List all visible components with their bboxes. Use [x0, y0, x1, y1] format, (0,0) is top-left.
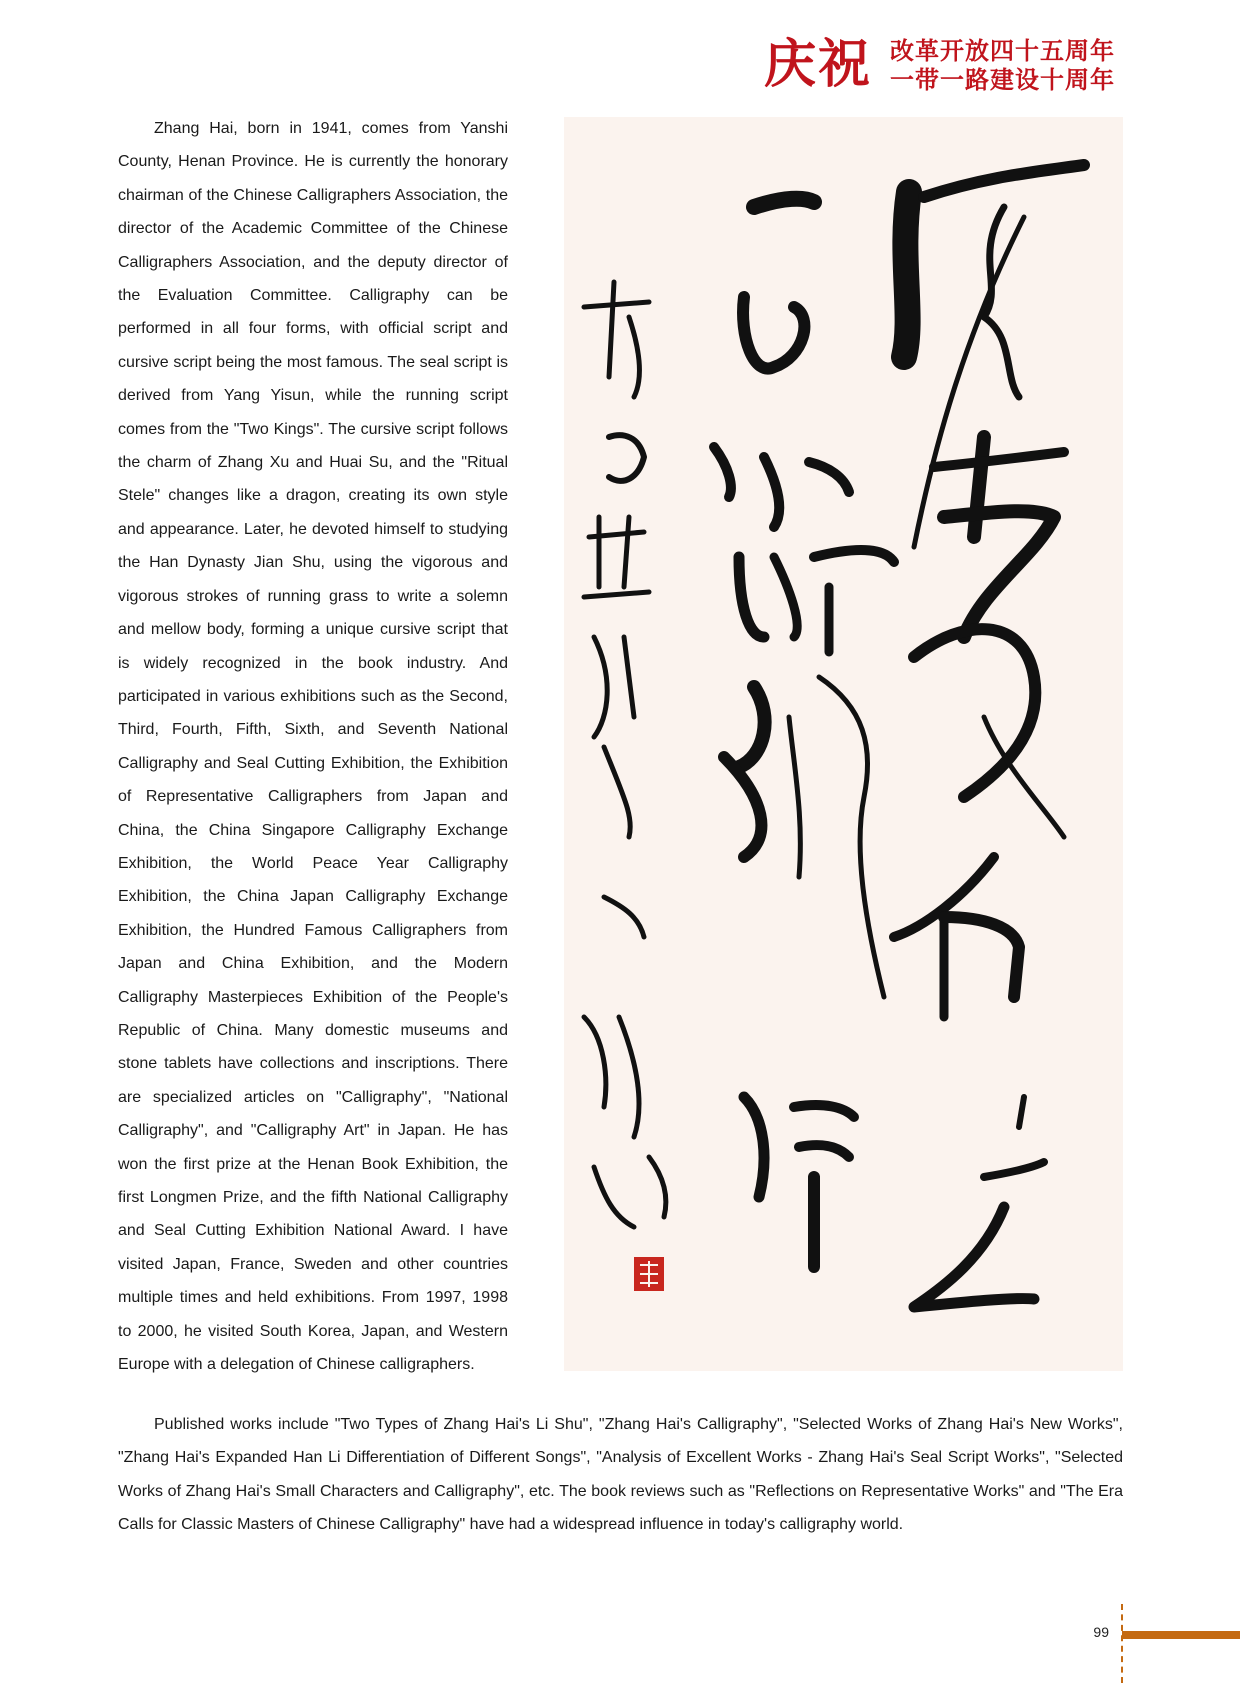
footer-accent-bar [1122, 1631, 1240, 1639]
header-title: 庆祝 [763, 34, 872, 95]
header-subtitle [890, 36, 1115, 94]
biography-paragraph: Zhang Hai, born in 1941, comes from Yanshi County, Henan Province. He is currently the honorary chairman of the Chinese Calligraphers Association, the director of the Academic Committee of the Chinese Calligraphers Association, and the deputy director of the Evaluation Committee. Calligraphy can be performed in all four forms, with official script and cursive script being the most famous. The seal script is derived from Yang Yisun, while the running script comes from the "Two Kings". The cursive script follows the charm of Zhang Xu and Huai Su, and the "Ritual Stele" changes like a dragon, creating its own style and appearance. Later, he devoted himself to studying the Han Dynasty Jian Shu, using the vigorous and vigorous strokes of running grass to write a solemn and mellow body, forming a unique cursive script that is widely recognized in the book industry. And participated in various exhibitions such as the Second, Third, Fourth, Fifth, Sixth, and Seventh National Calligraphy and Seal Cutting Exhibition, the Exhibition of Representative Calligraphers from Japan and China, the China Singapore Calligraphy Exchange Exhibition, the World Peace Year Calligraphy Exhibition, the China Japan Calligraphy Exchange Exhibition, the Hundred Famous Calligraphers from Japan and China Exhibition, and the Modern Calligraphy Masterpieces Exhibition of the People's Republic of China. Many domestic museums and stone tablets have collections and inscriptions. There are specialized articles on "Calligraphy", "National Calligraphy", and "Calligraphy Art" in Japan. He has won the first prize at the Henan Book Exhibition, the first Longmen Prize, and the fifth National Calligraphy and Seal Cutting Exhibition National Award. I have visited Japan, France, Sweden and other countries multiple times and held exhibitions. From 1997, 1998 to 2000, he visited South Korea, Japan, and Western Europe with a delegation of Chinese calligraphers. [118, 120, 508, 1374]
footer-dashed-line [1121, 1604, 1123, 1683]
page-header [764, 36, 1115, 94]
page-number: 99 [1093, 1624, 1109, 1640]
published-works-paragraph: Published works include "Two Types of Zhang Hai's Li Shu", "Zhang Hai's Calligraphy", "Selected Works of Zhang Hai's New Works", "Zhang Hai's Expanded Han Li Differentiation of Different Songs", "Analysis of Excellent Works - Zhang Hai's Seal Script Works", "Selected Works of Zhang Hai's Small Characters and Calligraphy", etc. The book reviews such as "Reflections on Representative Works" and "The Era Calls for Classic Masters of Chinese Calligraphy" have had a widespread influence in today's calligraphy world. [118, 1416, 1123, 1534]
calligraphy-icon [564, 117, 1123, 1371]
header-line-1: 改革开放四十五周年 [890, 36, 1115, 65]
calligraphy-artwork [564, 117, 1123, 1371]
header-line-2: 一带一路建设十周年 [890, 65, 1115, 94]
